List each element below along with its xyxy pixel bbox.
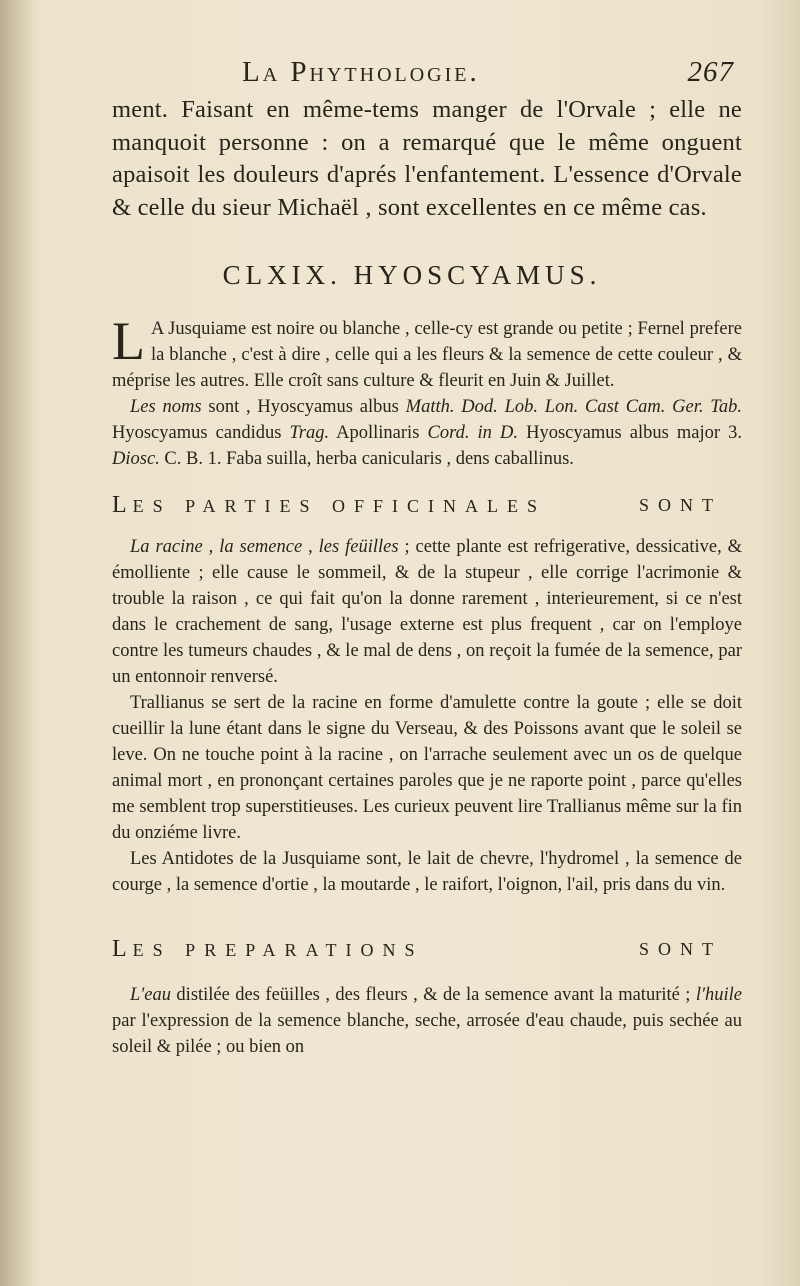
running-head bbox=[112, 56, 742, 94]
names-ref-3: Cord. in D. bbox=[427, 423, 518, 443]
text-block bbox=[112, 56, 742, 1060]
section-heading-cap: L bbox=[112, 936, 133, 962]
names-ref-4: Diosc. bbox=[112, 449, 160, 469]
trallianus-paragraph: Trallianus se sert de la racine en forme d'amulette contre la goute ; elle se doit cueillir la lune étant dans le signe du Verseau, & des Poissons avant que le soleil se leve. On ne touche point à la racine , on l'arrache seulement avec un os de quelque animal mort , en prononçant certaines paroles que je ne raporte point , parce qu'elles me semblent trop superstitieuses. Les curieux peuvent lire Trallianus même sur la fin du onziéme livre. bbox=[112, 693, 742, 843]
prep-text-2: par l'expression de la semence blanche, seche, arrosée d'eau chaude, puis sechée au soleil & pilée ; ou bien on bbox=[112, 1011, 742, 1057]
names-text-1: sont , Hyoscyamus albus bbox=[201, 397, 406, 417]
names-paragraph bbox=[112, 394, 742, 472]
names-lead: Les noms bbox=[130, 397, 202, 417]
names-text-2: Hyoscyamus candidus bbox=[112, 423, 290, 443]
separator: , bbox=[302, 537, 319, 557]
section-heading-officinales bbox=[112, 492, 742, 518]
intro-text: A Jusquiame est noire ou blanche , celle-cy est grande ou petite ; Fernel prefere la blanche , c'est à dire , celle qui a les fleurs & la semence de cette couleur , & méprise les autres. Elle croît sans culture & fleurit en Juin & Juillet. bbox=[112, 319, 742, 391]
officinales-paragraph bbox=[112, 534, 742, 690]
section-heading-text: ES PREPARATIONS bbox=[132, 940, 424, 960]
section-heading-text: ES PARTIES OFFICINALES bbox=[132, 496, 546, 516]
names-text-3: Apollinaris bbox=[329, 423, 428, 443]
continuation-paragraph bbox=[112, 94, 742, 224]
preparations-paragraph bbox=[112, 982, 742, 1060]
names-text-4: Hyoscyamus albus major 3. bbox=[518, 423, 742, 443]
prep-lead-eau: L'eau bbox=[130, 985, 171, 1005]
prep-text-1: distilée des feüilles , des fleurs , & de la semence avant la maturité ; bbox=[170, 985, 696, 1005]
section-heading-end: SONT bbox=[638, 495, 722, 515]
running-title: La Phythologie. bbox=[242, 56, 480, 88]
prep-lead-huile: l'huile bbox=[695, 985, 742, 1005]
antidotes-paragraph: Les Antidotes de la Jusquiame sont, le lait de chevre, l'hydromel , la semence de courge , la semence d'ortie , la moutarde , le raifort, l'oignon, l'ail, pris dans du vin. bbox=[112, 849, 742, 895]
part-feuilles: les feüilles bbox=[318, 537, 399, 557]
chapter-heading: CLXIX. HYOSCYAMUS. bbox=[222, 260, 602, 290]
continuation-text: ment. Faisant en même-tems manger de l'Orvale ; elle ne manquoit personne : on a remarqué que le même onguent apaisoit les douleurs d'aprés l'enfantement. L'essence d'Orvale & celle du sieur Michaël , sont excellentes en ce même cas. bbox=[112, 96, 742, 221]
page-binding-shadow bbox=[0, 0, 34, 1286]
section-heading-preparations bbox=[112, 936, 742, 962]
section-heading-cap: L bbox=[112, 492, 133, 518]
section-heading-end: SONT bbox=[638, 939, 722, 959]
names-ref-2: Trag. bbox=[289, 423, 330, 443]
chapter-body bbox=[112, 311, 743, 1060]
separator: , bbox=[202, 537, 220, 557]
part-semence: la semence bbox=[219, 537, 303, 557]
page-number: 267 bbox=[687, 56, 734, 88]
names-ref-1: Matth. Dod. Lob. Lon. Cast Cam. Ger. Tab. bbox=[405, 397, 742, 417]
part-racine: La racine bbox=[130, 537, 203, 557]
names-text-5: C. B. 1. Faba suilla, herba canicularis , dens caballinus. bbox=[159, 449, 574, 469]
intro-paragraph bbox=[112, 311, 742, 394]
officinales-text: ; cette plante est refrigerative, dessicative, & émolliente ; elle cause le sommeil, & de la stupeur , elle corrige l'acrimonie & trouble la raison , ce qui fait qu'on la donne rarement , interieurement, si ce n'est dans le crachement de sang, l'usage externe est plus frequent , car on l'employe contre les tumeurs chaudes , & le mal de dens , on reçoit la fumée de la semence, par un entonnoir renversé. bbox=[112, 537, 743, 687]
drop-cap: L bbox=[112, 311, 145, 371]
